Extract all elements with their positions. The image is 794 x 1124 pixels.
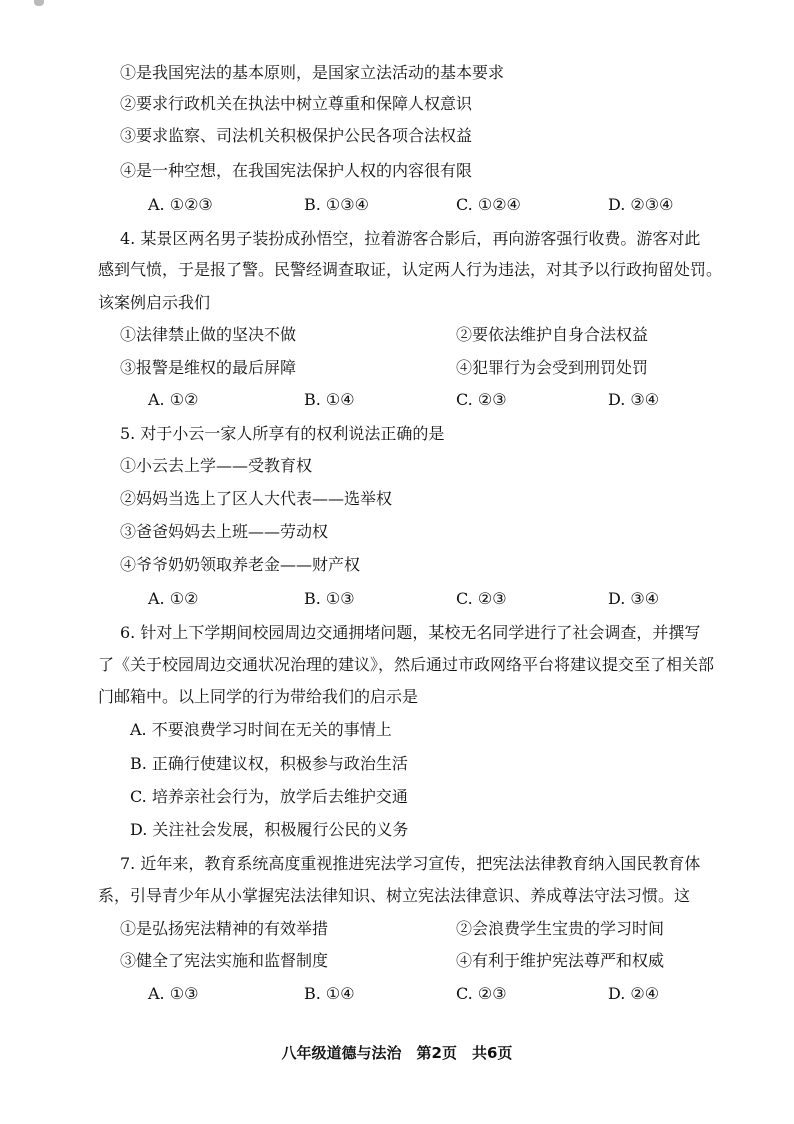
choice-a[interactable]: A. ①②③ [148, 195, 213, 214]
choice-c[interactable]: C. ①②④ [456, 195, 521, 214]
scan-corner-mark [34, 0, 44, 6]
choice-a[interactable]: A. ①② [148, 589, 199, 608]
choice-a[interactable]: A. ①② [148, 390, 199, 409]
page-footer: 八年级道德与法治 第2页 共6页 [281, 1044, 513, 1062]
choice-b[interactable]: B. ①③④ [304, 195, 369, 214]
choice-b[interactable]: B. ①④ [304, 984, 355, 1003]
choice-a[interactable]: A. ①③ [148, 984, 199, 1003]
choice-b[interactable]: B. ①④ [304, 390, 355, 409]
choice-d[interactable]: D. ②③④ [608, 195, 674, 214]
exam-page: ①是我国宪法的基本原则，是国家立法活动的基本要求 ②要求行政机关在执法中树立尊重和保障人权意识 ③要求监察、司法机关积极保护公民各项合法权益 ④是一种空想，在我国宪法保护人权的内容很有限 A. ①②③ B. ①③④ C. ①②④ D. ②③④ 4. 某景区两名男子装扮成孙悟空，拉着游客合影后，再向游客强行收费。游客对此 感到气愤，于是报了警。民警经调查取证，认定两人行为违法，对其予以行政拘留处罚。 该案例启示我们 ①法律禁止做的坚决不做 ②要依法维护自身合法权益 ③报警是维权的最后屏障 ④犯罪行为会受到刑罚处罚 A. ①② B. ①④ C. ②③ D. ③④ 5. 对于小云一家人所享有的权利说法正确的是 ①小云去上学——受教育权 ②妈妈当选上了区人大代表——选举权 ③爸爸妈妈去上班——劳动权 ④爷爷奶奶领取养老金——财产权 A. ①② B. ①③ C. ②③ D. ③④ 6. 针对上下学期间校园周边交通拥堵问题，某校无名同学进行了社会调查，并撰写 了《关于校园周边交通状况治理的建议》，然后通过市政网络平台将建议提交至了相关部 门邮箱中。以上同学的行为带给我们的启示是 A. 不要浪费学习时间在无关的事情上 B. 正确行使建议权，积极参与政治生活 C. 培养亲社会行为，放学后去维护交通 D. 关注社会发展，积极履行公民的义务 7. 近年来，教育系统高度重视推进宪法学习宣传，把宪法法律教育纳入国民教育体 系，引导青少年从小掌握宪法法律知识、树立宪法法律意识、养成尊法守法习惯。这 ①是弘扬宪法精神的有效举措 ②会浪费学生宝贵的学习时间 ③健全了宪法实施和监督制度 ④有利于维护宪法尊严和权威 A. ①③ B. ①④ C. ②③ D. ②④ 八年级道德与法治 第2页 共6页 [0, 0, 794, 1124]
choice-c[interactable]: C. ②③ [456, 984, 507, 1003]
choice-d[interactable]: D. ③④ [608, 390, 660, 409]
choice-d[interactable]: D. ②④ [608, 984, 660, 1003]
choice-d[interactable]: D. ③④ [608, 589, 660, 608]
choice-c[interactable]: C. ②③ [456, 589, 507, 608]
choice-b[interactable]: B. ①③ [304, 589, 355, 608]
choice-c[interactable]: C. ②③ [456, 390, 507, 409]
